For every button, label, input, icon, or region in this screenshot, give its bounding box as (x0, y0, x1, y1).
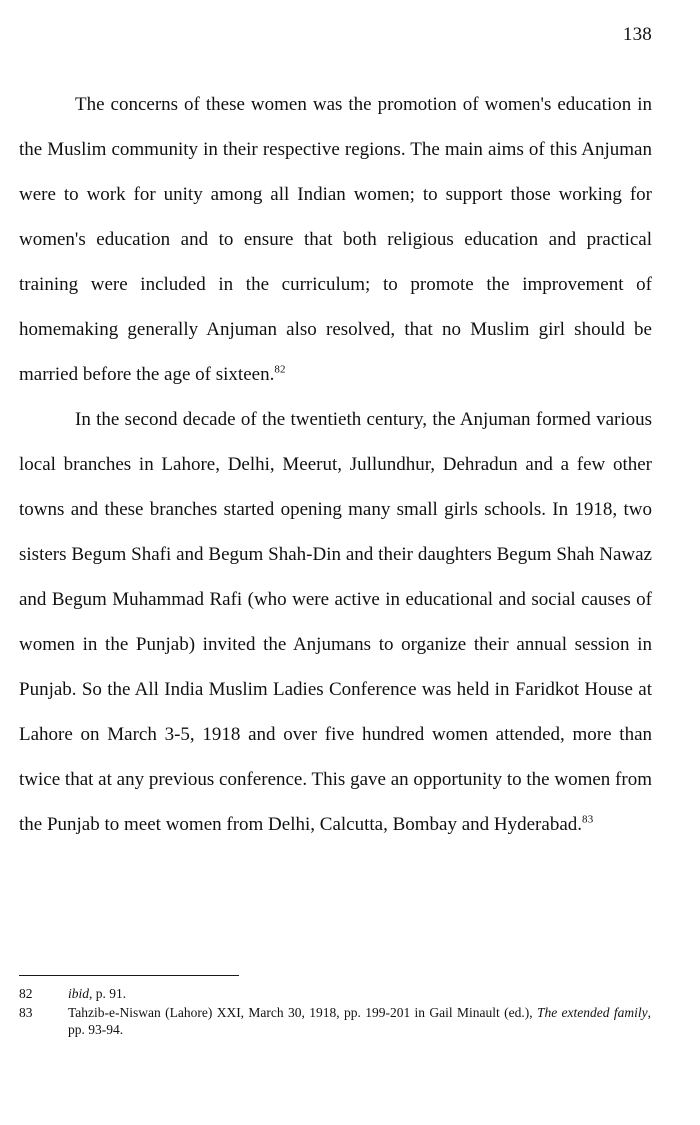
footnote-83-rest: Tahzib-e-Niswan (Lahore) XXI, March 30, 1918, pp. 199-201 in Gail Minault (ed.), (68, 1004, 537, 1020)
footnote-text-82 (68, 985, 652, 1003)
footnote-82-italic-lead: ibid (68, 986, 90, 1001)
paragraph-1-text: The concerns of these women was the promotion of women's education in the Muslim community in their respective regions. The main aims of this Anjuman were to work for unity among all Indian women; to support those working for women's education and to ensure that both religious education and practical training were included in the curriculum; to promote the improvement of homemaking generally Anjuman also resolved, that no Muslim girl should be married before the age of sixteen. (19, 94, 652, 385)
footnote-item-82 (19, 985, 652, 1003)
paragraph-2 (19, 397, 652, 847)
footnote-83-italic-title: The extended family (536, 1004, 648, 1020)
footnote-82-rest: , p. 91. (89, 986, 127, 1001)
page-number: 138 (622, 24, 652, 45)
body-text-block (19, 82, 652, 847)
footnote-83-tail-rest: , pp. 93-94. (68, 1004, 651, 1037)
paragraph-2-text: In the second decade of the twentieth century, the Anjuman formed various local branches in Lahore, Delhi, Meerut, Jullundhur, Dehradun and a few other towns and these branches started opening many small girls schools. In 1918, two sisters Begum Shafi and Begum Shah-Din and their daughters Begum Shah Nawaz and Begum Muhammad Rafi (who were active in educational and social causes of women in the Punjab) invited the Anjumans to organize their annual session in Punjab. So the All India Muslim Ladies Conference was held in Faridkot House at Lahore on March 3-5, 1918 and over five hundred women attended, more than twice that at any previous conference. This gave an opportunity to the women from the Punjab to meet women from Delhi, Calcutta, Bombay and Hyderabad. (19, 409, 652, 835)
footnote-reference-83[interactable]: 83 (582, 813, 594, 826)
footnote-section (19, 975, 652, 1040)
paragraph-1 (19, 82, 652, 397)
footnote-separator-rule (19, 975, 239, 976)
footnote-reference-82[interactable]: 82 (274, 363, 286, 376)
footnote-number-83: 83 (19, 1004, 33, 1020)
footnote-number-82: 82 (19, 986, 33, 1001)
footnote-item-83 (19, 1004, 652, 1039)
footnote-text-83 (68, 1004, 652, 1039)
